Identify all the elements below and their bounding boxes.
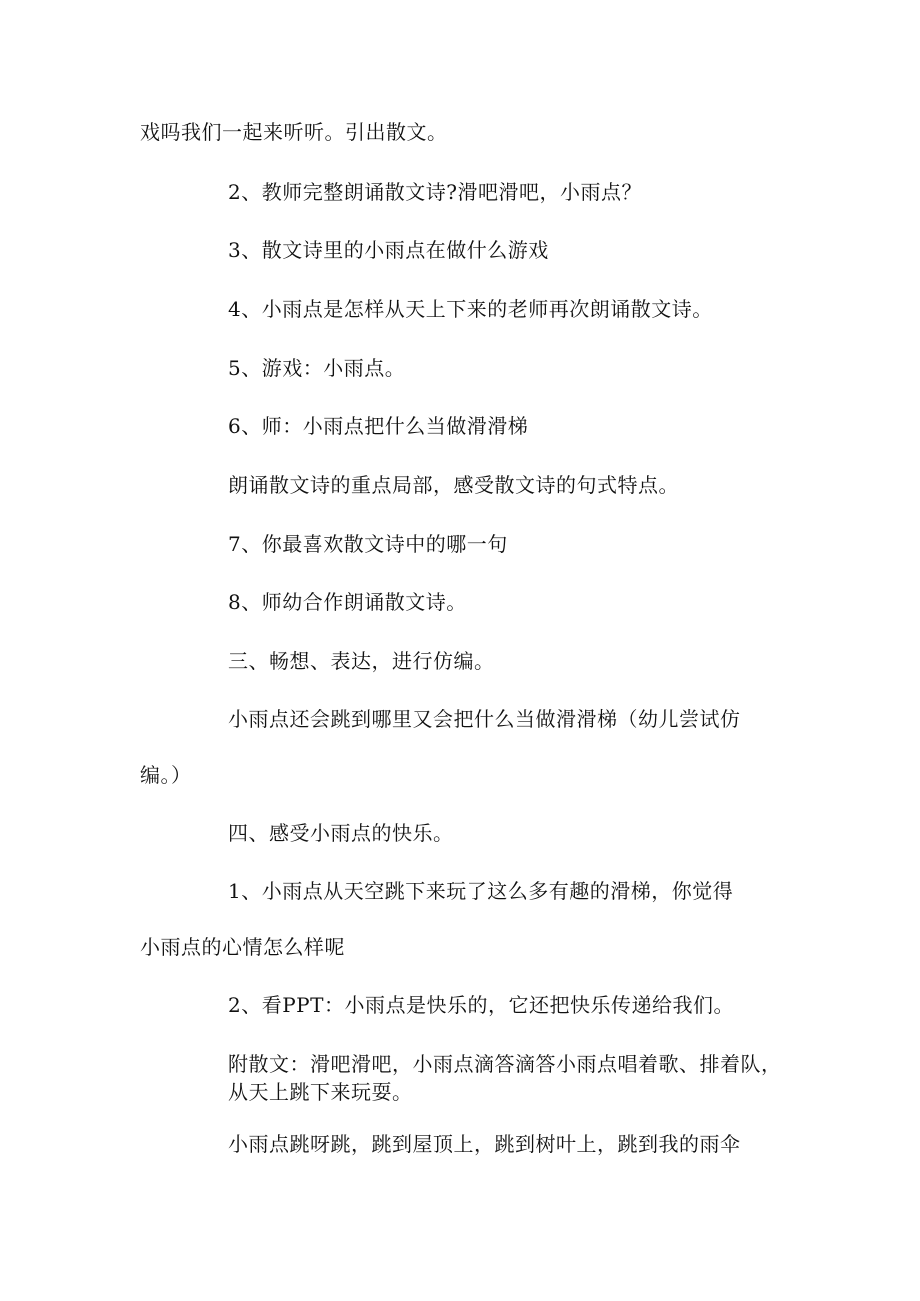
paragraph-line: 小雨点跳呀跳，跳到屋顶上，跳到树叶上，跳到我的雨伞 (228, 1132, 741, 1156)
paragraph-line: 7、你最喜欢散文诗中的哪一句 (228, 532, 508, 556)
paragraph-line: 2、看PPT：小雨点是快乐的，它还把快乐传递给我们。 (228, 993, 734, 1017)
section-heading: 三、畅想、表达，进行仿编。 (228, 649, 495, 673)
paragraph-line: 编。） (140, 763, 192, 787)
paragraph-line: 2、教师完整朗诵散文诗?滑吧滑吧，小雨点？ (228, 180, 642, 204)
paragraph-line: 8、师幼合作朗诵散文诗。 (228, 590, 467, 614)
section-heading: 四、感受小雨点的快乐。 (228, 821, 454, 845)
paragraph-line: 戏吗我们一起来听听。引出散文。 (140, 120, 448, 144)
paragraph-line: 小雨点还会跳到哪里又会把什么当做滑滑梯（幼儿尝试仿 (228, 707, 741, 731)
paragraph-line: 4、小雨点是怎样从天上下来的老师再次朗诵散文诗。 (228, 297, 713, 321)
paragraph-line: 朗诵散文诗的重点局部，感受散文诗的句式特点。 (228, 473, 679, 497)
paragraph-line: 6、师：小雨点把什么当做滑滑梯 (228, 414, 529, 438)
paragraph-line: 附散文：滑吧滑吧，小雨点滴答滴答小雨点唱着歌、排着队， (228, 1052, 782, 1076)
paragraph-line: 3、散文诗里的小雨点在做什么游戏 (228, 238, 549, 262)
paragraph-line: 1、小雨点从天空跳下来玩了这么多有趣的滑梯，你觉得 (228, 879, 734, 903)
paragraph-line: 5、游戏：小雨点。 (228, 356, 406, 380)
paragraph-line: 小雨点的心情怎么样呢 (140, 935, 345, 959)
appendix-prose (228, 1050, 782, 1106)
paragraph-line: 从天上跳下来玩耍。 (228, 1080, 413, 1104)
